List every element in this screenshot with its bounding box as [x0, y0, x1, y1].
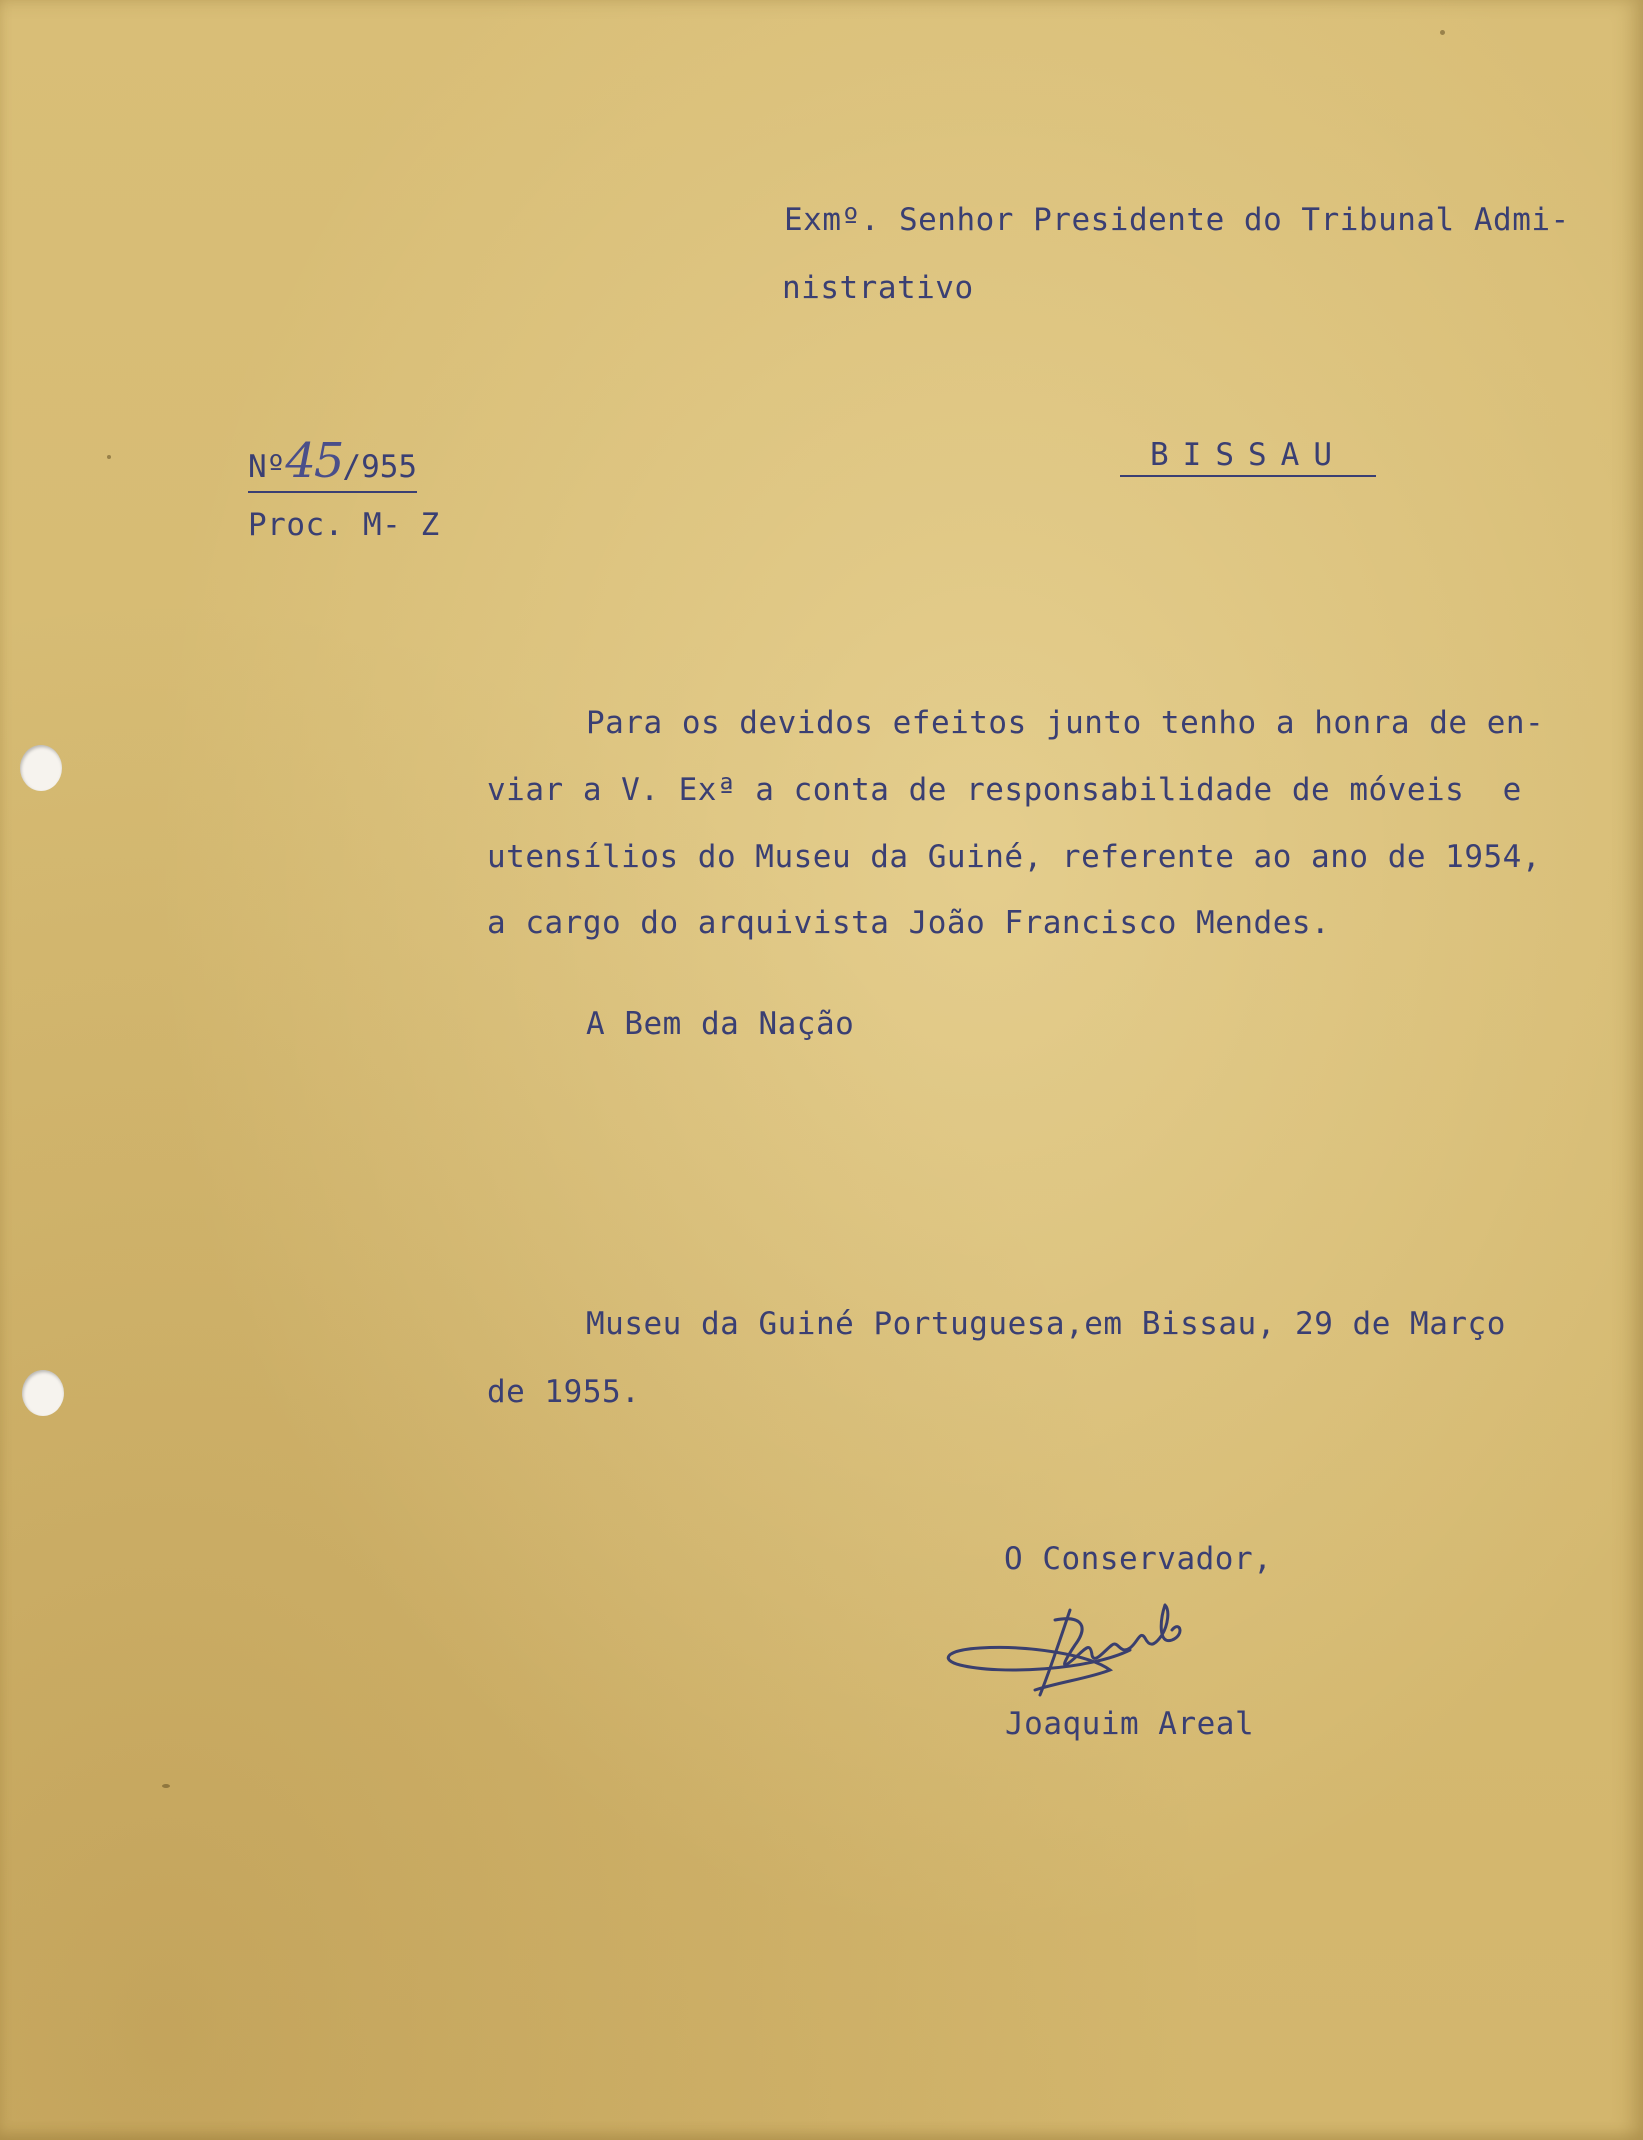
reference-prefix: Nº — [248, 449, 286, 485]
reference-number — [248, 433, 417, 493]
body-line-1: Para os devidos efeitos junto tenho a honra de en- — [586, 705, 1545, 741]
paper-speck — [107, 455, 111, 459]
closing-formula: A Bem da Nação — [586, 1006, 855, 1042]
city-heading: BISSAU — [1120, 437, 1376, 477]
handwritten-signature — [940, 1600, 1270, 1720]
reference-year: /955 — [342, 449, 418, 485]
paper-speck — [162, 1784, 170, 1788]
place-date-line-1: Museu da Guiné Portuguesa,em Bissau, 29 de Março — [586, 1306, 1506, 1342]
body-line-4: a cargo do arquivista João Francisco Mendes. — [487, 905, 1331, 941]
addressee-line-1: Exmº. Senhor Presidente do Tribunal Admi- — [784, 202, 1570, 238]
body-line-2: viar a V. Exª a conta de responsabilidade de móveis e — [487, 772, 1522, 808]
body-line-3: utensílios do Museu da Guiné, referente ao ano de 1954, — [487, 839, 1541, 875]
addressee-line-2: nistrativo — [782, 270, 974, 306]
signatory-name: Joaquim Areal — [1005, 1706, 1255, 1742]
process-reference: Proc. M- Z — [248, 507, 440, 543]
punch-hole-top — [20, 745, 62, 791]
signatory-title: O Conservador, — [1004, 1541, 1273, 1577]
paper-speck — [1440, 30, 1445, 35]
punch-hole-bottom — [22, 1370, 64, 1416]
reference-handwritten-number: 45 — [285, 433, 343, 489]
place-date-line-2: de 1955. — [487, 1374, 641, 1410]
